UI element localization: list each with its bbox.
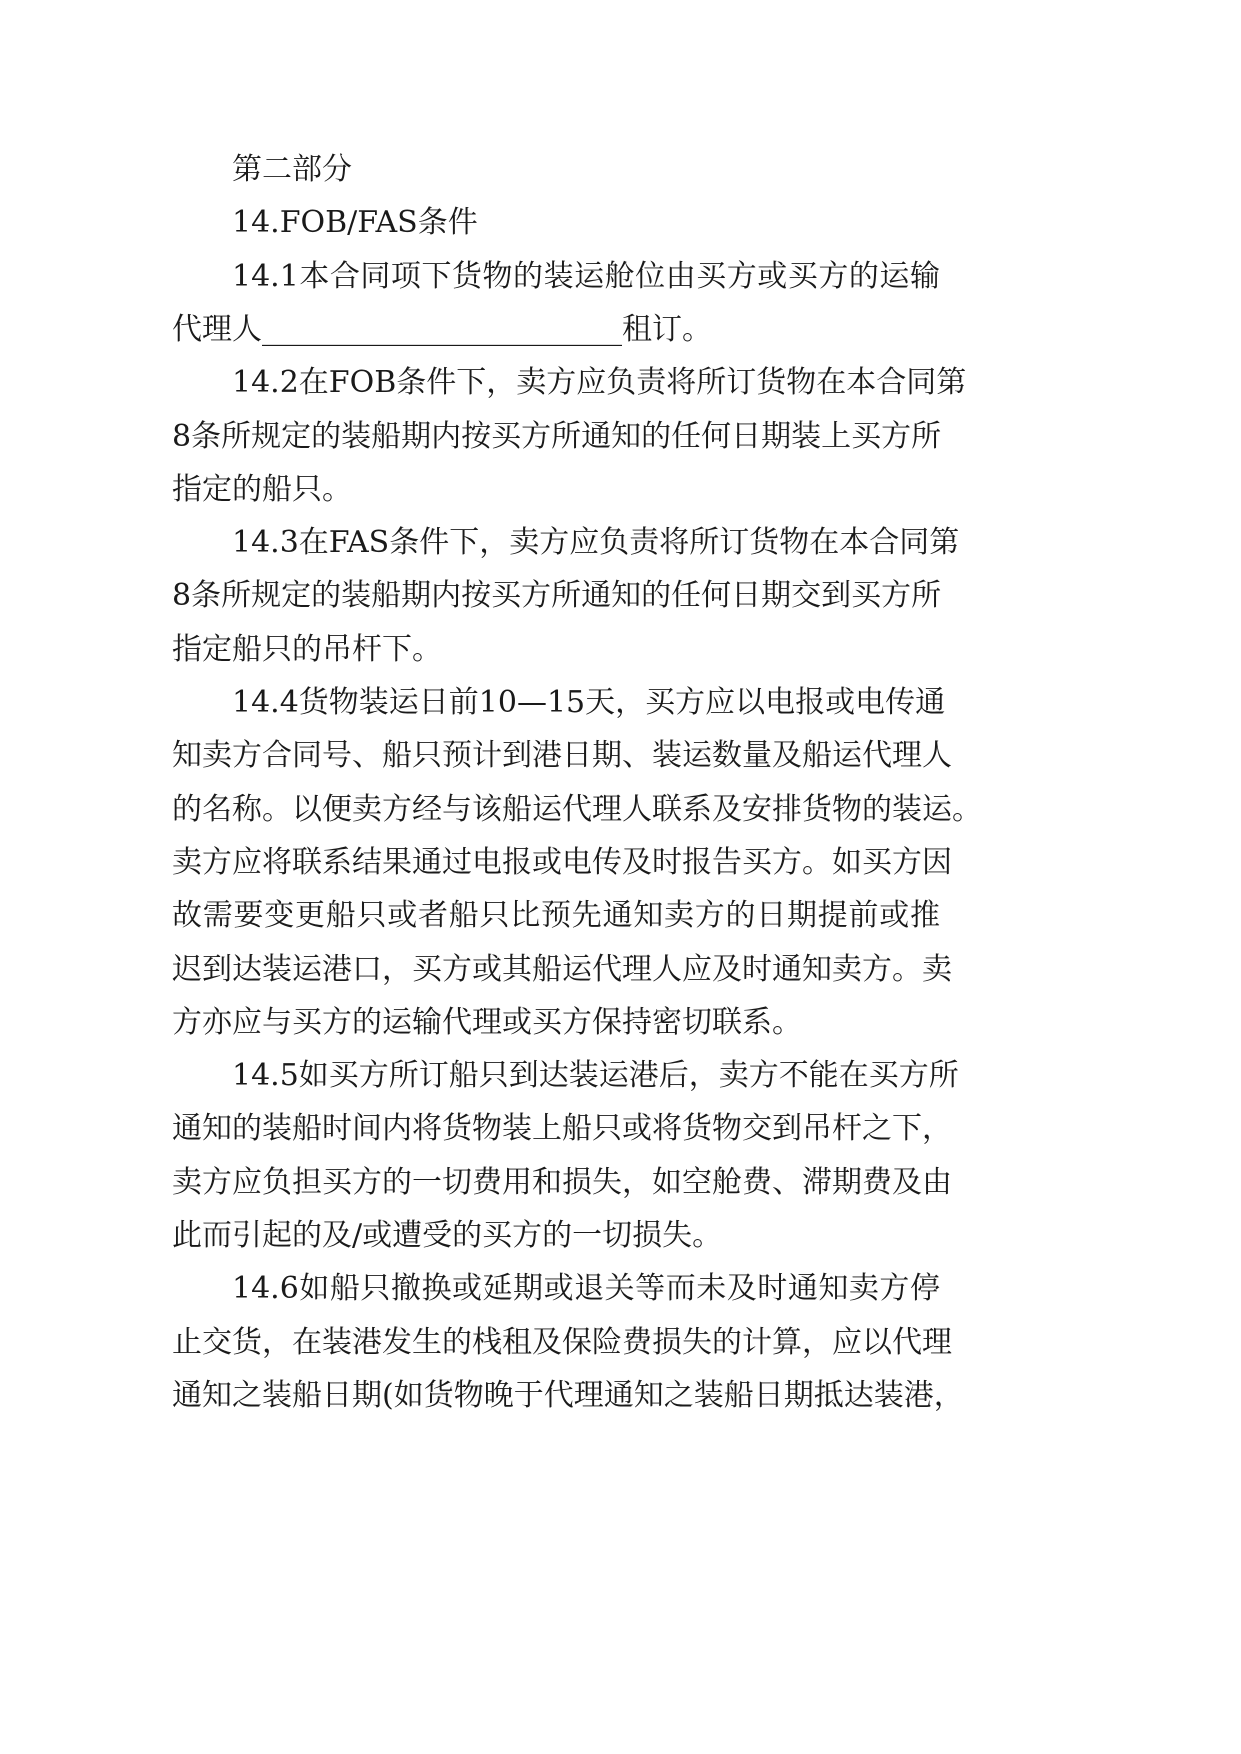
paragraph-line: 卖 方 应 负 担 买 方 的 一 切 费 用 和 损 失 ， 如 空 舱 费 、 滞 期 费 及 由: [172, 1164, 952, 1200]
paragraph-first-line: 14.2 在 FOB 条 件 下 ， 卖 方 应 负 责 将 所 订 货 物 在 本 合 同 第: [232, 365, 967, 401]
paragraph-line: 知 卖 方 合 同 号 、 船 只 预 计 到 港 日 期 、 装 运 数 量 及 船 运 代 理 人: [172, 738, 952, 774]
paragraph-line: 此而引起的及/或遭受的买方的一切损失。: [172, 1218, 723, 1253]
paragraph-line: 8 条 所 规 定 的 装 船 期 内 按 买 方 所 通 知 的 任 何 日 期 装 上 买 方 所: [172, 418, 942, 454]
paragraph-first-line: 14.5 如 买 方 所 订 船 只 到 达 装 运 港 后 ， 卖 方 不 能 在 买 方 所: [232, 1058, 959, 1094]
paragraph-line: 止 交 货 ， 在 装 港 发 生 的 栈 租 及 保 险 费 损 失 的 计 算 ， 应 以 代 理: [172, 1324, 952, 1360]
paragraph-first-line: 14.4 货 物 装 运 日 前 10—15 天 ， 买 方 应 以 电 报 或 电 传 通: [232, 685, 946, 720]
paragraph-line: 迟 到 达 装 运 港 口 ， 买 方 或 其 船 运 代 理 人 应 及 时 通 知 卖 方 。 卖: [172, 951, 952, 987]
paragraph-first-line: 第二部分: [232, 152, 352, 187]
paragraph-line: 8 条 所 规 定 的 装 船 期 内 按 买 方 所 通 知 的 任 何 日 期 交 到 买 方 所: [172, 578, 942, 614]
paragraph-line: 通 知 之 装 船 日 期 ( 如 货 物 晚 于 代 理 通 知 之 装 船 日 期 抵 达 装 港 ，: [172, 1377, 964, 1413]
paragraph-first-line: 14.3 在 FAS 条 件 下 ， 卖 方 应 负 责 将 所 订 货 物 在 本 合 同 第: [232, 525, 960, 561]
paragraph-line: 指定的船只。: [172, 471, 352, 507]
paragraph-line: 的 名 称 。 以 便 卖 方 经 与 该 船 运 代 理 人 联 系 及 安 排 货 物 的 装 运 。: [172, 791, 982, 827]
paragraph-line: 故 需 要 变 更 船 只 或 者 船 只 比 预 先 通 知 卖 方 的 日 期 提 前 或 推: [172, 898, 940, 934]
paragraph-line: 通 知 的 装 船 时 间 内 将 货 物 装 上 船 只 或 将 货 物 交 到 吊 杆 之 下 ，: [172, 1111, 952, 1147]
paragraph-first-line: 14.FOB/FAS条件: [232, 205, 478, 241]
paragraph-line: 指定船只的吊杆下。: [172, 631, 442, 667]
paragraph-line: 方亦应与买方的运输代理或买方保持密切联系。: [172, 1004, 802, 1040]
paragraph-line: 卖 方 应 将 联 系 结 果 通 过 电 报 或 电 传 及 时 报 告 买 方 。 如 买 方 因: [172, 844, 952, 880]
paragraph-line: 代理人________________________租订。: [172, 311, 712, 347]
paragraph-first-line: 14.6 如 船 只 撤 换 或 延 期 或 退 关 等 而 未 及 时 通 知 卖 方 停: [232, 1271, 940, 1307]
paragraph-first-line: 14.1 本 合 同 项 下 货 物 的 装 运 舱 位 由 买 方 或 买 方 的 运 输: [232, 258, 940, 294]
